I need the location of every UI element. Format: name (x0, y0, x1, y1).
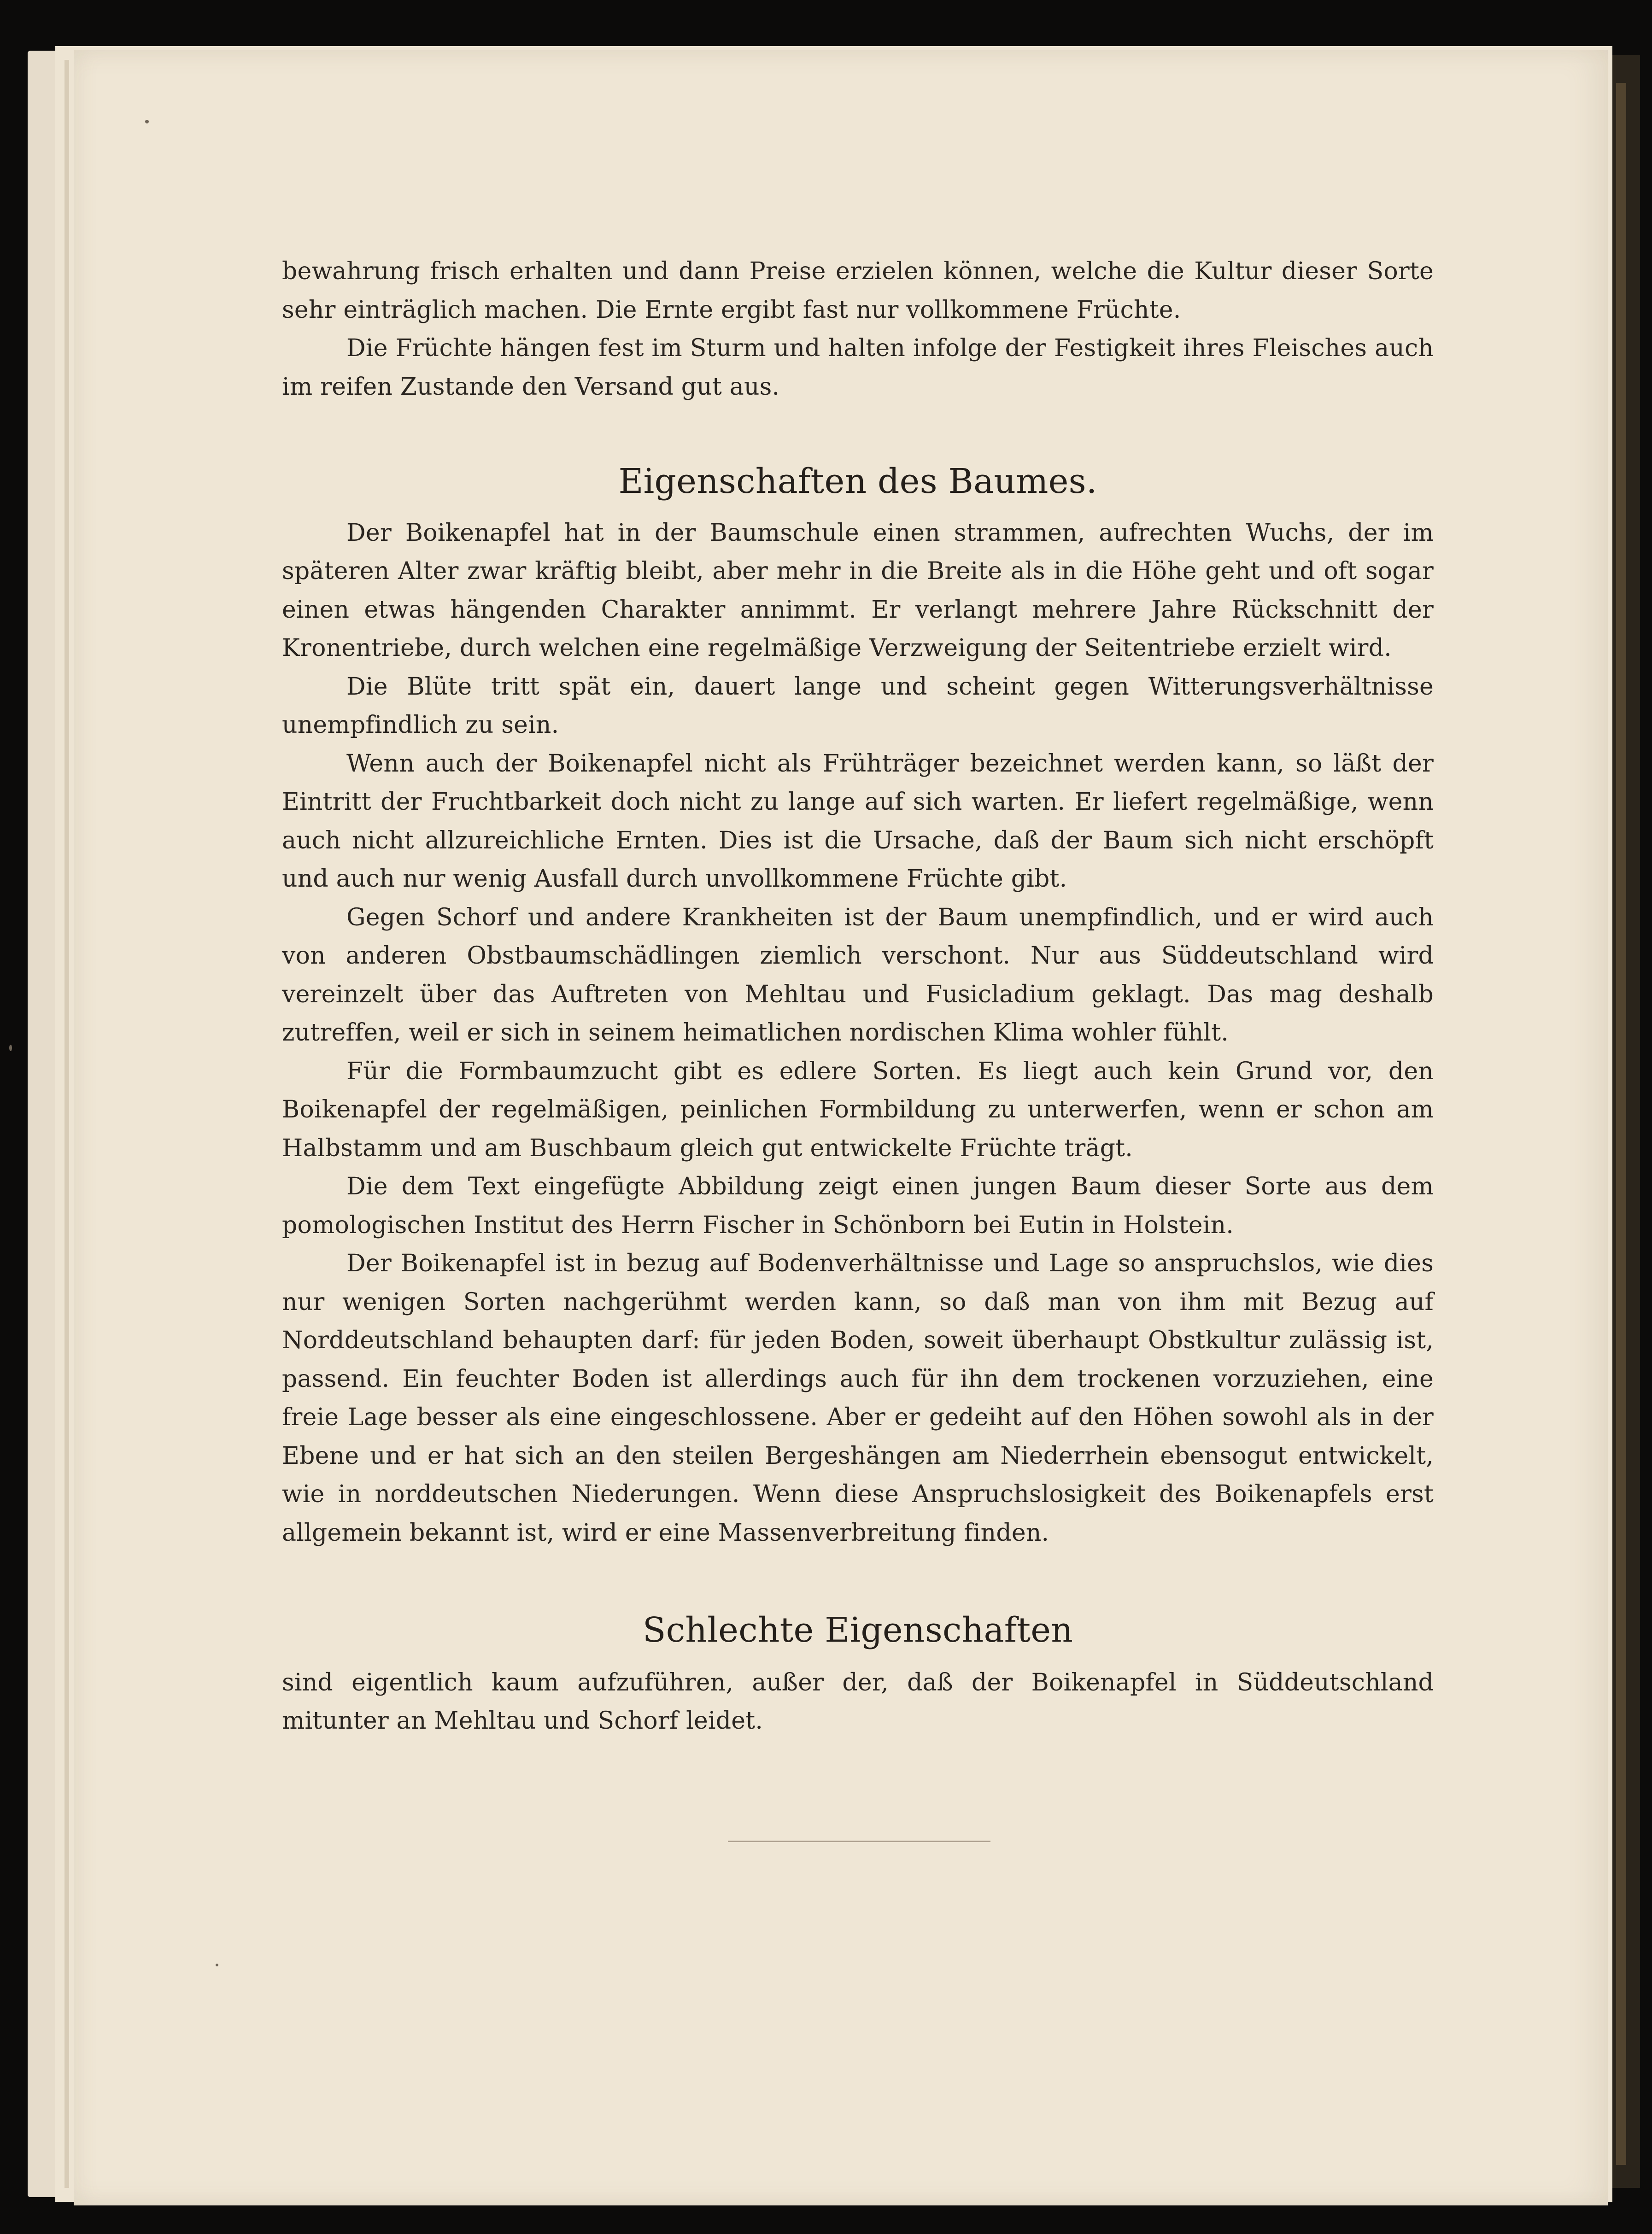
section1-paragraph-1: Der Boikenapfel hat in der Baumschule einen strammen, aufrechten Wuchs, der im späteren Alter zwar kräftig bleibt, aber mehr in die Breite als in die Höhe geht und oft sogar einen etwas hängenden Charakter annimmt. Er verlangt mehrere Jahre Rückschnitt der Kronentriebe, durch welchen eine regelmäßige Verzweigung der Seitentriebe erzielt wird. (282, 519, 1434, 662)
page-edge-line (64, 60, 69, 2188)
section1-paragraph-7: Der Boikenapfel ist in bezug auf Bodenverhältnisse und Lage so anspruchslos, wie dies nur wenigen Sorten nachgerühmt werden kann, so daß man von ihm mit Bezug auf Norddeutschland behaupten darf: für jeden Boden, soweit überhaupt Obstkultur zulässig ist, passend. Ein feuchter Boden ist allerdings auch für ihn dem trockenen vorzuziehen, eine freie Lage besser als eine eingeschlossene. Aber er gedeiht auf den Höhen sowohl als in der Ebene und er hat sich an den steilen Bergeshängen am Niederrhein ebensogut entwickelt, wie in norddeutschen Niederungen. Wenn diese Anspruchslosigkeit des Boikenapfels erst allgemein bekannt ist, wird er eine Massenverbreitung finden. (282, 1250, 1434, 1547)
paper-speck (145, 120, 149, 123)
section1-paragraph-4: Gegen Schorf und andere Krankheiten ist der Baum unempfindlich, und er wird auch von anderen Obstbaumschädlingen ziemlich verschont. Nur aus Süddeutschland wird vereinzelt über das Auftreten von Mehltau und Fusicladium geklagt. Das mag deshalb zutreffen, weil er sich in seinem heimatlichen nordischen Klima wohler fühlt. (282, 903, 1434, 1047)
facing-page-edge-detail (1616, 83, 1626, 2165)
section-heading-bad-properties: Schlechte Eigenschaften (642, 1610, 1073, 1650)
page-body-text (282, 252, 1434, 1741)
section-heading-tree-properties: Eigenschaften des Baumes. (618, 462, 1097, 501)
paper-speck (216, 1964, 218, 1966)
intro-paragraph-1: bewahrung frisch erhalten und dann Preise erzielen können, welche die Kultur dieser Sorte sehr einträglich machen. Die Ernte ergibt fast nur vollkommene Früchte. (282, 257, 1434, 324)
section2-paragraph-1: sind eigentlich kaum aufzuführen, außer der, daß der Boikenapfel in Süddeutschland mitunter an Mehltau und Schorf leidet. (282, 1668, 1434, 1735)
paper-speck (9, 1045, 12, 1051)
closing-rule-divider (728, 1841, 990, 1842)
section1-paragraph-3: Wenn auch der Boikenapfel nicht als Frühträger bezeichnet werden kann, so läßt der Eintritt der Fruchtbarkeit doch nicht zu lange auf sich warten. Er liefert regelmäßige, wenn auch nicht allzureichliche Ernten. Dies ist die Ursache, daß der Baum sich nicht erschöpft und auch nur wenig Ausfall durch unvollkommene Früchte gibt. (282, 749, 1434, 893)
section1-paragraph-5: Für die Formbaumzucht gibt es edlere Sorten. Es liegt auch kein Grund vor, den Boikenapfel der regelmäßigen, peinlichen Formbildung zu unterwerfen, wenn er schon am Halbstamm und am Buschbaum gleich gut entwickelte Früchte trägt. (282, 1057, 1434, 1162)
section1-paragraph-2: Die Blüte tritt spät ein, dauert lange und scheint gegen Witterungsverhältnisse unempfindlich zu sein. (282, 673, 1434, 739)
section1-paragraph-6: Die dem Text eingefügte Abbildung zeigt einen jungen Baum dieser Sorte aus dem pomologischen Institut des Herrn Fischer in Schönborn bei Eutin in Holstein. (282, 1173, 1434, 1239)
intro-paragraph-2: Die Früchte hängen fest im Sturm und halten infolge der Festigkeit ihres Fleisches auch im reifen Zustande den Versand gut aus. (282, 334, 1434, 401)
